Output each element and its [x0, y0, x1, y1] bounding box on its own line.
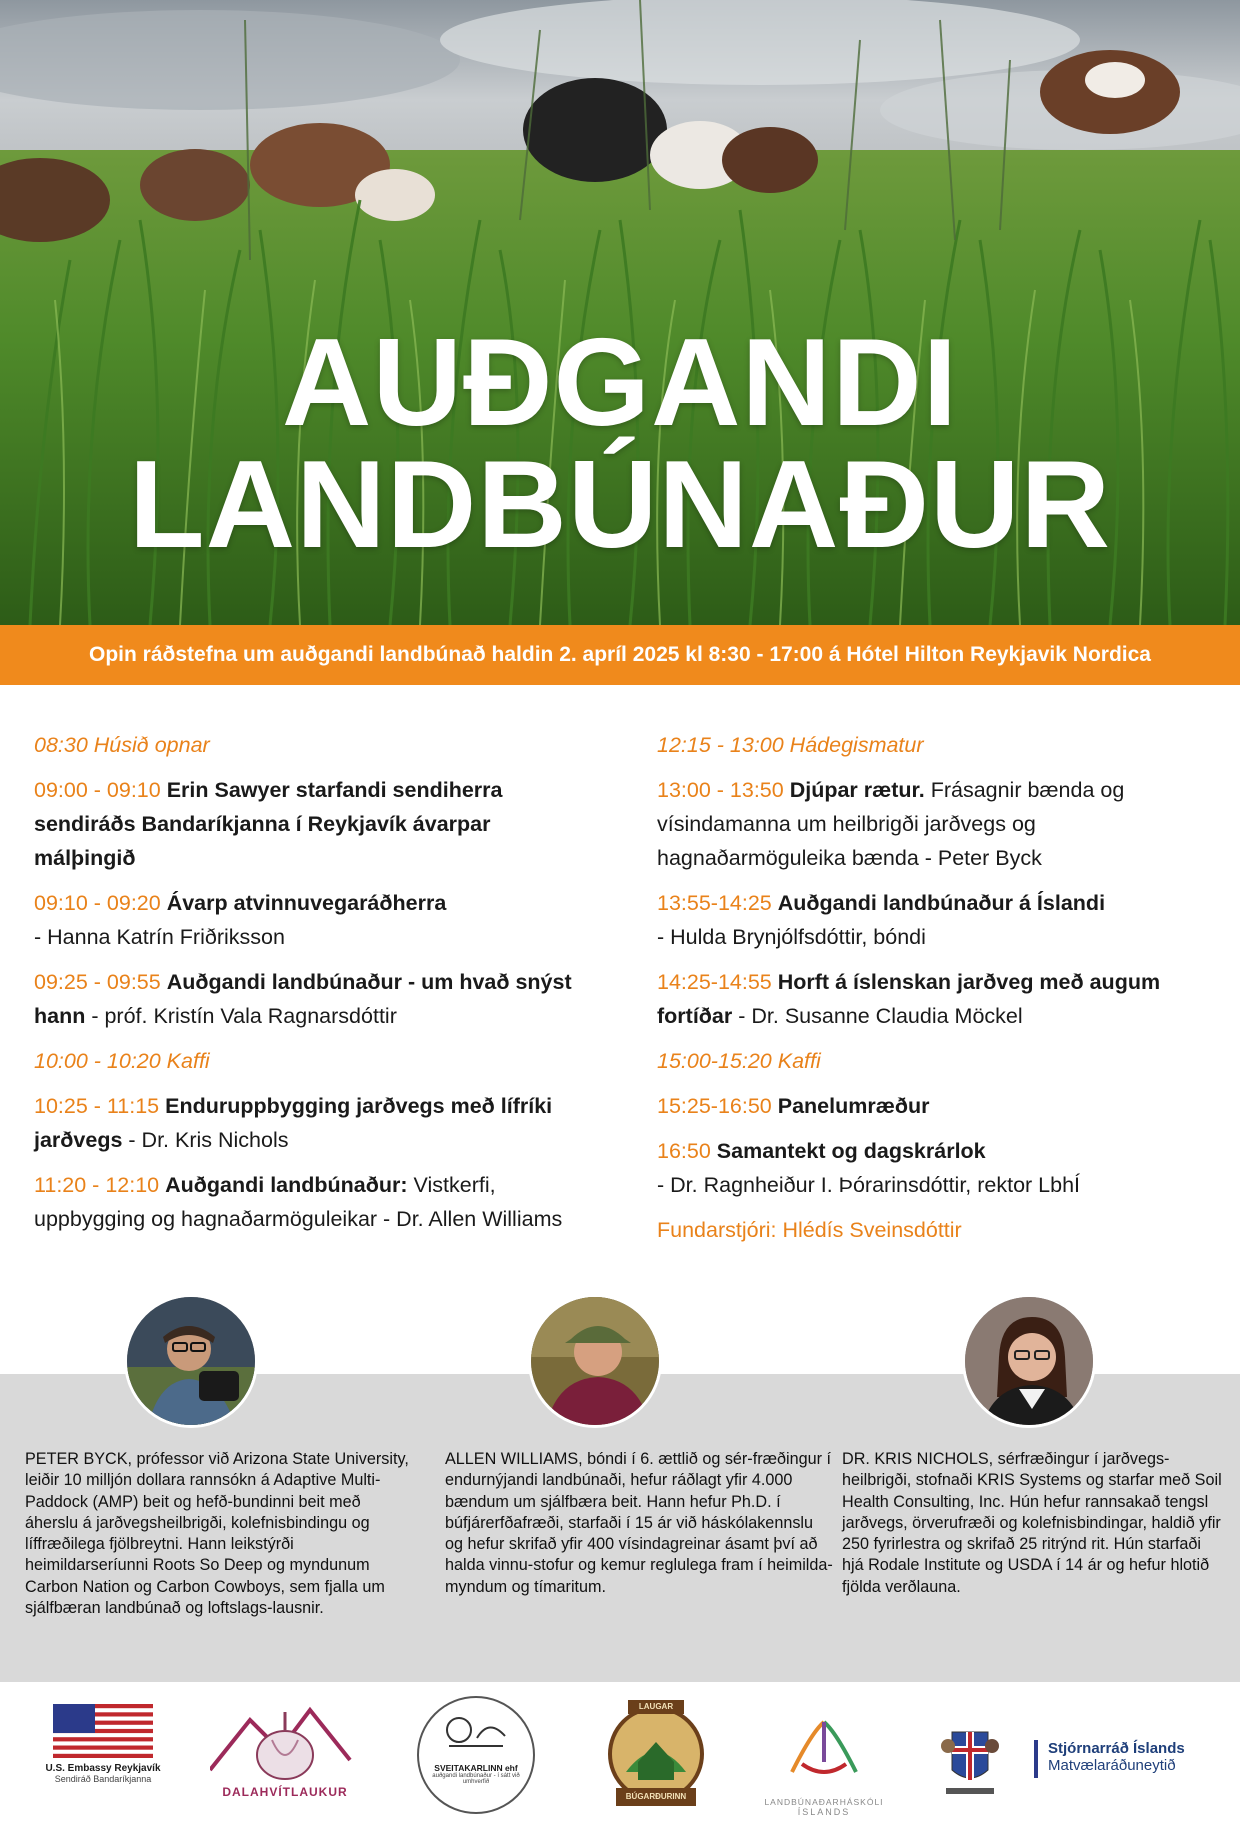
us-flag-icon	[53, 1704, 153, 1758]
headline-line-1: AUÐGANDI	[281, 314, 959, 452]
speaker-photo-kris-nichols	[962, 1294, 1096, 1428]
event-banner	[0, 625, 1240, 685]
program-item: 15:25-16:50 Panelumræður	[657, 1094, 930, 1118]
program-item: 10:25 - 11:15 Enduruppbygging jarðvegs með lífríki jarðvegs - Dr. Kris Nichols	[34, 1094, 553, 1152]
event-banner-text: Opin ráðstefna um auðgandi landbúnað haldin 2. apríl 2025 kl 8:30 - 17:00 á Hótel Hilton Reykjavik Nordica	[89, 643, 1151, 666]
sponsor-logos	[0, 1682, 1240, 1831]
dalahvitlaukur-logo: DALAHVÍTLAUKUR	[210, 1700, 360, 1810]
program-item: 13:55-14:25 Auðgandi landbúnaður á Íslandi - Hulda Brynjólfsdóttir, bóndi	[657, 891, 1106, 949]
program-right-column	[657, 728, 1217, 1258]
program-break: 10:00 - 10:20 Kaffi	[34, 1049, 210, 1073]
program-item: 09:00 - 09:10 Erin Sawyer starfandi sendiherra sendiráðs Bandaríkjanna í Reykjavík ávarpar málþingið	[34, 778, 503, 870]
sveitakarlinn-logo: SVEITAKARLINN ehf auðgandi landbúnaður - í sátt við umhverfið	[417, 1696, 535, 1814]
divider	[1034, 1740, 1038, 1778]
program-break: 08:30 Húsið opnar	[34, 733, 210, 757]
program-item: 09:10 - 09:20 Ávarp atvinnuvegaráðherra - Hanna Katrín Friðriksson	[34, 891, 447, 949]
program-item: 14:25-14:55 Horft á íslenskan jarðveg með augum fortíðar - Dr. Susanne Claudia Möckel	[657, 970, 1161, 1028]
lbhi-logo: LANDBÚNAÐARHÁSKÓLI ÍSLANDS	[762, 1692, 886, 1818]
program-break: 12:15 - 13:00 Hádegismatur	[657, 733, 924, 757]
program-left-column	[34, 728, 574, 1247]
garlic-icon	[210, 1700, 360, 1780]
speaker-bio-allen-williams: ALLEN WILLIAMS, bóndi í 6. ættlið og sér-fræðingur í endurnýjandi landbúnaði, hefur ráðlagt yfir 4.000 bændum um sjálfbæra beit. Hann hefur Ph.D. í búfjárerfðafræði, starfaði í 15 ár við háskólakennslu og hefur skrifað yfir 400 vísindagreinar ásamt því að halda vinnu-stofur og kemur reglulega fram í heimilda-myndum og tímaritum.	[445, 1450, 833, 1596]
headline-line-2: LANDBÚNAÐUR	[128, 436, 1112, 574]
moderator-line: Fundarstjóri: Hlédís Sveinsdóttir	[657, 1218, 962, 1242]
program-item: 09:25 - 09:55 Auðgandi landbúnaður - um hvað snýst hann - próf. Kristín Vala Ragnarsdóttir	[34, 970, 572, 1028]
speaker-photo-allen-williams	[528, 1294, 662, 1428]
program-item: 13:00 - 13:50 Djúpar rætur. Frásagnir bænda og vísindamanna um heilbrigði jarðvegs og hagnaðarmöguleika bænda - Peter Byck	[657, 778, 1125, 870]
hero-photo	[0, 0, 1240, 625]
program-break: 15:00-15:20 Kaffi	[657, 1049, 821, 1073]
icelandic-coat-of-arms-icon	[940, 1712, 1000, 1802]
speaker-bio-peter-byck: PETER BYCK, prófessor við Arizona State University, leiðir 10 milljón dollara rannsókn á Adaptive Multi-Paddock (AMP) beit og hefð-bundinni beit með áherslu á jarðvegsheilbrigði, kolefnisbindingu og líffræðilega fjölbreytni. Hann leikstýrði heimildarseríunni Roots So Deep og myndunum Carbon Nation og Carbon Cowboys, sem fjalla um sjálfbæran landbúnað og loftslags-lausnir.	[25, 1450, 409, 1618]
sprout-icon	[762, 1692, 886, 1792]
bugardurinn-logo: LAUGAR BÚGARÐURINN	[606, 1692, 706, 1816]
stjornarrad-logo: Stjórnarráð Íslands Matvælaráðuneytið	[1048, 1740, 1185, 1774]
program-item: 11:20 - 12:10 Auðgandi landbúnaður: Vistkerfi, uppbygging og hagnaðarmöguleikar - Dr. Allen Williams	[34, 1173, 563, 1231]
speaker-bio-kris-nichols: DR. KRIS NICHOLS, sérfræðingur í jarðvegs-heilbrigði, stofnaði KRIS Systems og starfar með Soil Health Consulting, Inc. Hún hefur rannsakað tengsl jarðvegs, örverufræði og kolefnisbindingar, haldið yfir 250 fyrirlestra og skrifað 25 ritrýnd rit. Hún starfaði hjá Rodale Institute og USDA í 14 ár og hefur hlotið fjölda verðlauna.	[842, 1450, 1222, 1596]
program-item: 16:50 Samantekt og dagskrárlok - Dr. Ragnheiður I. Þórarinsdóttir, rektor LbhÍ	[657, 1139, 1081, 1197]
us-embassy-logo: U.S. Embassy Reykjavík Sendiráð Bandaríkjanna	[40, 1704, 166, 1784]
farm-animals-icon	[419, 1698, 533, 1758]
speaker-photo-peter-byck	[124, 1294, 258, 1428]
